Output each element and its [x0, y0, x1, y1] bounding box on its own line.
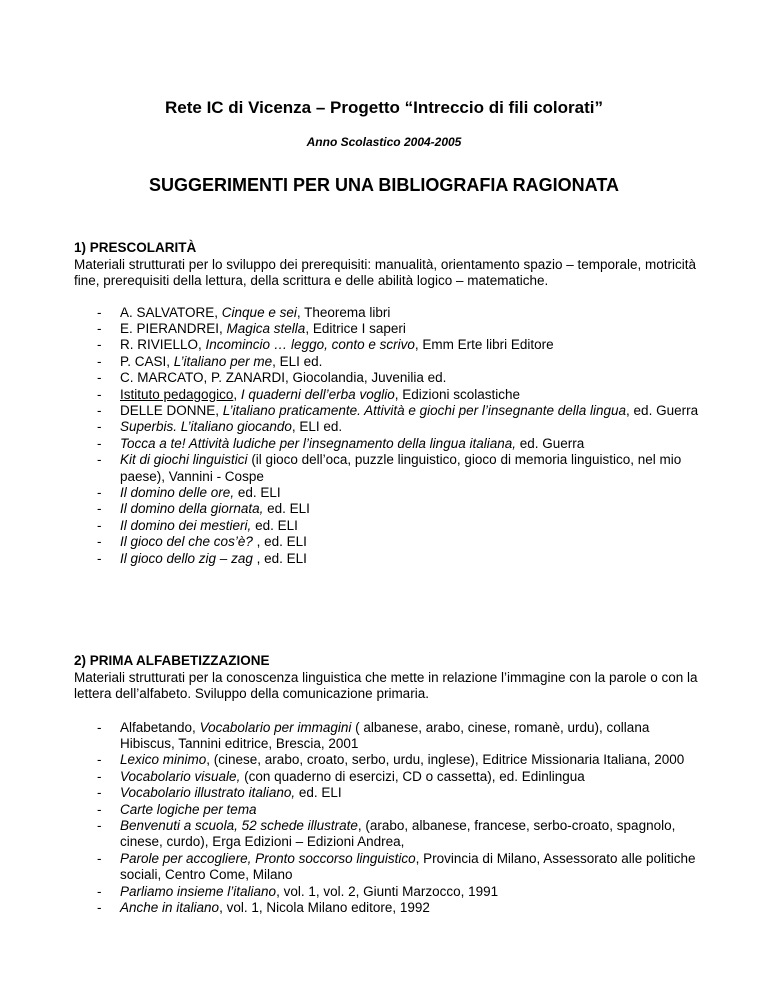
bullet-dash: - — [97, 419, 102, 435]
list-item — [74, 403, 704, 419]
bullet-dash: - — [97, 785, 102, 801]
bibliography-list — [74, 720, 704, 917]
section-title: 2) PRIMA ALFABETIZZAZIONE — [74, 653, 270, 668]
bullet-dash: - — [97, 337, 102, 353]
bullet-dash: - — [97, 452, 102, 468]
list-item — [74, 785, 704, 801]
bullet-dash: - — [97, 402, 102, 418]
item-title: Il domino della giornata, — [120, 501, 264, 517]
item-text: , Theorema libri — [296, 304, 391, 320]
bullet-dash: - — [97, 517, 102, 533]
item-title: Vocabolario per immagini — [199, 719, 352, 735]
bullet-dash: - — [97, 370, 102, 386]
list-item — [74, 884, 704, 900]
list-item — [74, 419, 704, 435]
item-title: Superbis. L’italiano giocando — [120, 419, 292, 435]
item-title: Anche in italiano — [120, 899, 220, 915]
item-text: ( albanese, arabo, cinese, romanè, urdu), collana Hibiscus, Tannini editrice, Brescia, 2001 — [120, 719, 650, 751]
list-item — [74, 818, 704, 851]
item-title: Magica stella — [226, 320, 306, 336]
item-text: , ELI ed. — [272, 353, 323, 369]
bullet-dash: - — [97, 501, 102, 517]
item-text: DELLE DONNE, — [120, 402, 223, 418]
item-title: Kit di giochi linguistici — [120, 452, 248, 468]
list-item — [74, 501, 704, 517]
list-item — [74, 802, 704, 818]
item-text: , Provincia di Milano, Assessorato alle politiche sociali, Centro Come, Milano — [120, 850, 696, 883]
item-title: Vocabolario visuale, — [120, 768, 241, 784]
item-title: Cinque e sei — [221, 304, 297, 320]
item-title: Il domino dei mestieri, — [120, 517, 252, 533]
list-item — [74, 485, 704, 501]
item-title: Il gioco dello zig – zag — [120, 550, 253, 566]
item-text: , (cinese, arabo, croato, serbo, urdu, inglese), Editrice Missionaria Italiana, 2000 — [206, 752, 685, 768]
item-text: ed. ELI — [234, 484, 281, 500]
list-item — [74, 551, 704, 567]
item-title: Tocca a te! Attività ludiche per l’insegnamento della lingua italiana, — [120, 435, 516, 451]
bullet-dash: - — [97, 435, 102, 451]
item-text: R. RIVIELLO, — [120, 337, 206, 353]
bullet-dash: - — [97, 817, 102, 833]
bullet-dash: - — [97, 353, 102, 369]
list-item — [74, 452, 704, 485]
item-title: L’italiano praticamente. Attività e giochi per l’insegnante della lingua — [222, 402, 627, 418]
bibliography-list — [74, 305, 704, 568]
bullet-dash: - — [97, 899, 102, 915]
item-text: , ed. ELI — [252, 534, 307, 550]
item-text: , — [233, 386, 241, 402]
bullet-dash: - — [97, 752, 102, 768]
item-text: Istituto pedagogico — [120, 386, 234, 402]
item-text: E. PIERANDREI, — [120, 320, 227, 336]
list-item — [74, 769, 704, 785]
bullet-dash: - — [97, 768, 102, 784]
item-title: Parliamo insieme l’italiano — [120, 883, 277, 899]
list-item — [74, 370, 704, 386]
bullet-dash: - — [97, 850, 102, 866]
item-title: Carte logiche per tema — [120, 801, 257, 817]
item-text: , ELI ed. — [291, 419, 343, 435]
item-title: I quaderni dell’erba voglio — [240, 386, 395, 402]
list-item — [74, 354, 704, 370]
item-text: Alfabetando, — [120, 719, 200, 735]
list-item — [74, 851, 704, 884]
item-text: P. CASI, — [120, 353, 174, 369]
list-item — [74, 436, 704, 452]
document-heading: SUGGERIMENTI PER UNA BIBLIOGRAFIA RAGIONATA — [149, 175, 619, 195]
section-description: Materiali strutturati per lo sviluppo dei prerequisiti: manualità, orientamento spazio – temporale, motricità fine, prerequisiti della lettura, della scrittura e delle abilità logico – matematiche. — [74, 256, 697, 288]
item-title: Il gioco del che cos’è? — [120, 534, 253, 550]
list-item — [74, 337, 704, 353]
item-text: (con quaderno di esercizi, CD o cassetta), ed. Edinlingua — [240, 768, 585, 784]
bullet-dash: - — [97, 484, 102, 500]
list-item — [74, 900, 704, 916]
item-text: , Emm Erte libri Editore — [414, 337, 554, 353]
item-text: ed. Guerra — [516, 435, 585, 451]
list-item — [74, 321, 704, 337]
school-year: Anno Scolastico 2004-2005 — [306, 135, 462, 149]
item-title: Il domino delle ore, — [120, 484, 235, 500]
item-title: Lexico minimo — [120, 752, 207, 768]
item-text: , (arabo, albanese, francese, serbo-croato, spagnolo, cinese, curdo), Erga Edizioni – Edizioni Andrea, — [120, 817, 676, 850]
item-text: , Editrice I saperi — [305, 320, 406, 336]
list-item — [74, 518, 704, 534]
item-text: , vol. 1, Nicola Milano editore, 1992 — [219, 899, 430, 915]
item-title: Incomincio … leggo, conto e scrivo — [205, 337, 415, 353]
item-text: ed. ELI — [251, 517, 298, 533]
list-item — [74, 720, 704, 753]
item-text: C. MARCATO, P. ZANARDI, Giocolandia, Juvenilia ed. — [120, 370, 447, 386]
item-text: , Edizioni scolastiche — [394, 386, 521, 402]
bullet-dash: - — [97, 883, 102, 899]
item-title: Benvenuti a scuola, 52 schede illustrate — [120, 817, 358, 833]
item-title: Parole per accogliere, Pronto soccorso linguistico — [120, 850, 416, 866]
item-text: ed. ELI — [295, 785, 342, 801]
bullet-dash: - — [97, 386, 102, 402]
list-item — [74, 752, 704, 768]
list-item — [74, 387, 704, 403]
item-text: ed. ELI — [263, 501, 310, 517]
bullet-dash: - — [97, 801, 102, 817]
section-prescolarita — [74, 240, 704, 567]
item-text: , vol. 1, vol. 2, Giunti Marzocco, 1991 — [276, 883, 499, 899]
bullet-dash: - — [97, 550, 102, 566]
bullet-dash: - — [97, 320, 102, 336]
bullet-dash: - — [97, 534, 102, 550]
document-title: Rete IC di Vicenza – Progetto “Intreccio di fili colorati” — [165, 98, 603, 117]
bullet-dash: - — [97, 304, 102, 320]
section-description: Materiali strutturati per la conoscenza linguistica che mette in relazione l’immagine con la parole o con la lettera dell’alfabeto. Sviluppo della comunicazione primaria. — [74, 669, 698, 701]
list-item — [74, 534, 704, 550]
item-text: (il gioco dell’oca, puzzle linguistico, gioco di memoria linguistico, nel mio paese), Vannini - Cospe — [120, 452, 682, 484]
item-title: Vocabolario illustrato italiano, — [120, 785, 296, 801]
section-prima-alfabetizzazione — [74, 653, 704, 916]
item-text: , ed. Guerra — [626, 402, 699, 418]
item-title: L’italiano per me — [173, 353, 273, 369]
list-item — [74, 305, 704, 321]
item-text: A. SALVATORE, — [120, 304, 222, 320]
bullet-dash: - — [97, 719, 102, 735]
section-title: 1) PRESCOLARITÀ — [74, 240, 197, 255]
item-text: , ed. ELI — [252, 550, 307, 566]
